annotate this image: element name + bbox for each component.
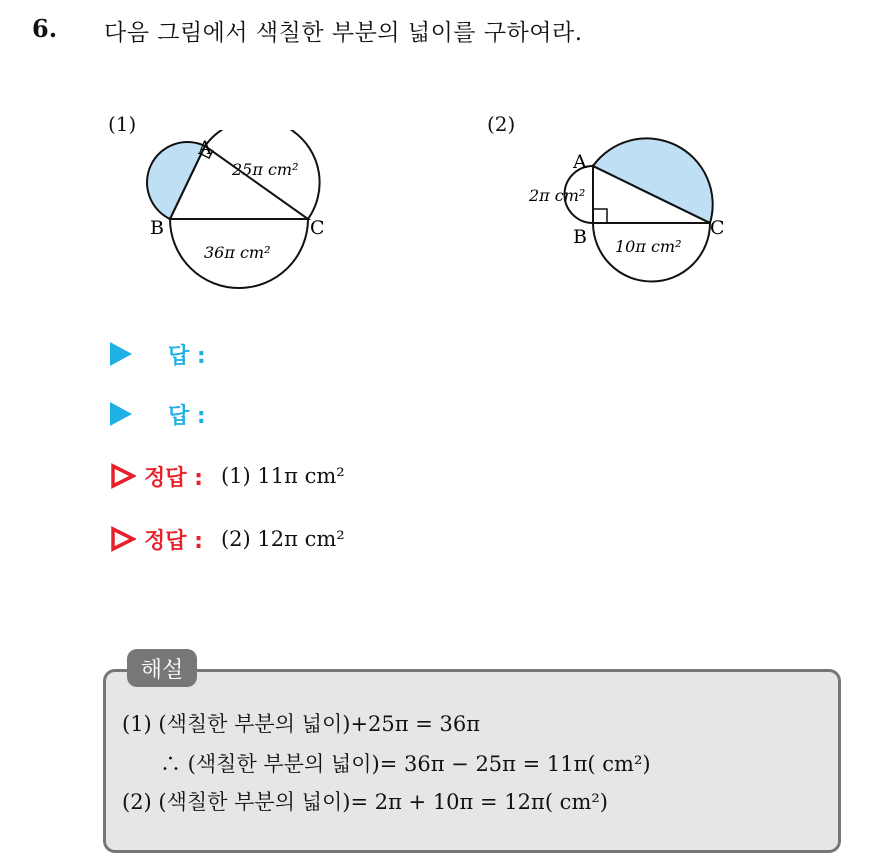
figure-2-right-angle-mark (593, 209, 607, 223)
play-arrow-icon (110, 402, 132, 426)
answer-prompt-2 (110, 398, 206, 430)
question-text: 다음 그림에서 색칠한 부분의 넓이를 구하여라. (104, 20, 583, 46)
answer-label: 답 : (168, 343, 206, 369)
figure-1-point-c: C (310, 217, 325, 239)
figure-1-diagram (140, 130, 340, 300)
question-number: 6. (32, 14, 58, 43)
figure-2-diagram (525, 130, 735, 300)
explanation-line-2: ∴ (색칠한 부분의 넓이)= 36π − 25π = 11π( cm²) (160, 752, 651, 776)
figure-1-point-a: A (198, 137, 212, 159)
figure-1-area-upper: 25π cm² (232, 160, 299, 179)
figure-2-point-c: C (710, 217, 725, 239)
figure-2-area-left: 2π cm² (529, 186, 586, 205)
figure-2-area-lower: 10π cm² (615, 237, 682, 256)
figure-2-point-a: A (573, 151, 587, 173)
figure-2-shaded-region (593, 138, 713, 223)
answer-prompt-1 (110, 338, 206, 370)
answer-label: 답 : (168, 403, 206, 429)
correct-answer-2 (110, 523, 345, 555)
correct-answer-1 (110, 460, 345, 492)
explanation-tag: 해설 (127, 649, 197, 687)
outline-arrow-icon (110, 463, 136, 489)
explanation-line-3: (2) (색칠한 부분의 넓이)= 2π + 10π = 12π( cm²) (122, 790, 608, 814)
figure-2-label: (2) (487, 112, 516, 136)
figure-2-point-b: B (573, 226, 587, 248)
figure-1-area-lower: 36π cm² (204, 243, 271, 262)
correct-answer-value: (1) 11π cm² (220, 464, 345, 488)
figure-1-point-b: B (150, 217, 164, 239)
figure-1-label: (1) (108, 112, 137, 136)
correct-answer-value: (2) 12π cm² (220, 527, 345, 551)
explanation-line-1: (1) (색칠한 부분의 넓이)+25π = 36π (122, 712, 481, 736)
play-arrow-icon (110, 342, 132, 366)
outline-arrow-icon (110, 526, 136, 552)
correct-answer-label: 정답 : (144, 465, 203, 491)
correct-answer-label: 정답 : (144, 528, 203, 554)
